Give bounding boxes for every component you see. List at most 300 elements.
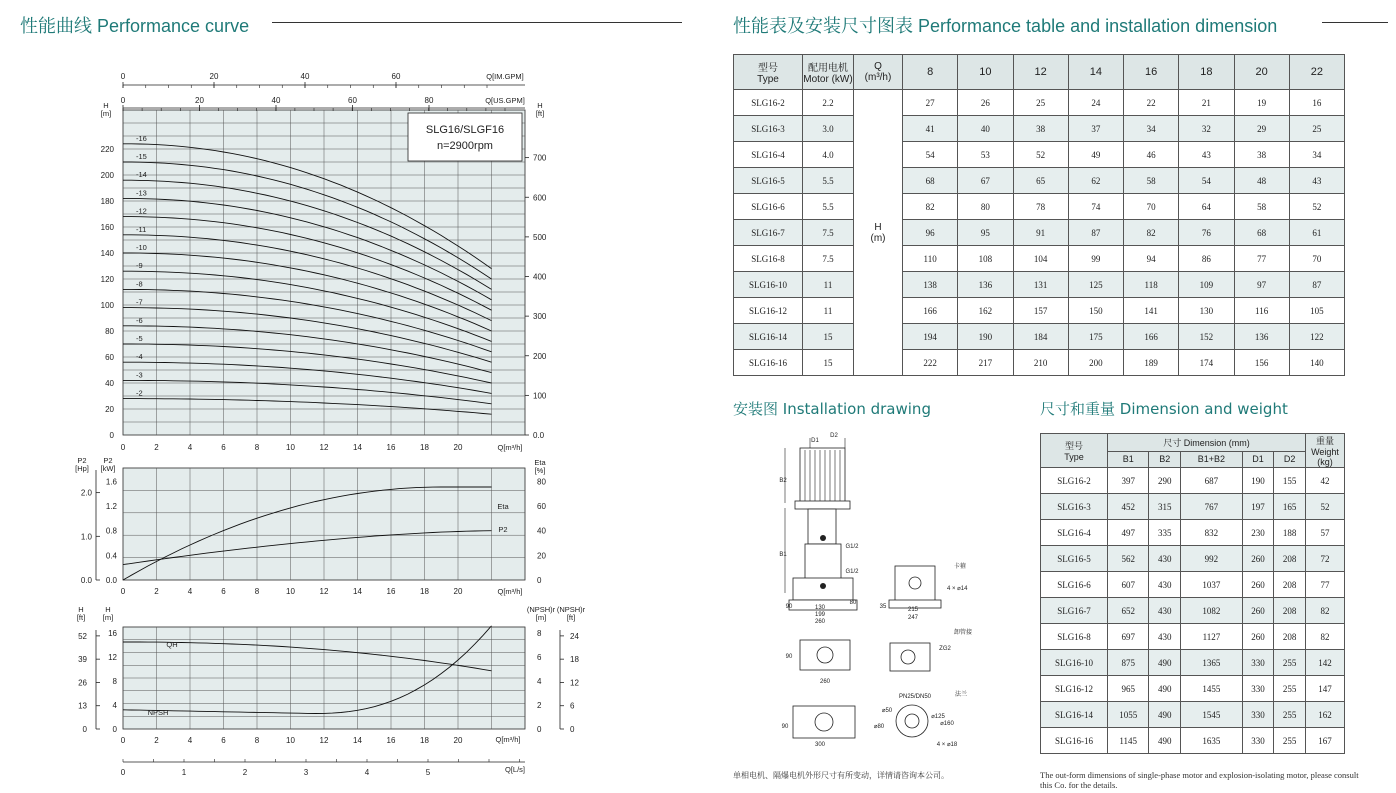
dim-label: 90	[785, 654, 793, 660]
cell-head: 70	[1124, 194, 1179, 220]
tick-label: 60	[348, 96, 357, 105]
perf-head-flow: 18	[1179, 55, 1234, 90]
tick-label: 60	[391, 72, 401, 81]
cell-value: 875	[1108, 650, 1149, 676]
dim-label: 199	[814, 612, 826, 618]
cell-value: 167	[1306, 728, 1345, 754]
cell-model: SLG16-5	[734, 168, 803, 194]
dim-title: 尺寸和重量 Dimension and weight	[1040, 400, 1288, 418]
x-tick-label: 16	[386, 587, 396, 596]
cell-head: 122	[1289, 324, 1344, 350]
dim-table-header-1	[1041, 434, 1345, 452]
ls-tick-label: 1	[181, 768, 187, 777]
cell-head: 68	[903, 168, 958, 194]
cell-head: 67	[958, 168, 1013, 194]
cell-model: SLG16-2	[734, 90, 803, 116]
tag-label: 法兰	[954, 692, 968, 698]
unit-label-line: H	[105, 605, 111, 614]
cell-model: SLG16-4	[1041, 520, 1108, 546]
cell-head: 40	[958, 116, 1013, 142]
cell-head: 157	[1013, 298, 1068, 324]
tick-label: 20	[195, 96, 204, 105]
x-tick-label: 20	[453, 587, 463, 596]
cell-value: 1055	[1108, 702, 1149, 728]
dim-label: ZG2	[939, 646, 951, 652]
cell-model: SLG16-10	[1041, 650, 1108, 676]
left-title-cn: 性能曲线	[20, 16, 92, 37]
unit-label-line: (NPSH)r	[556, 605, 586, 614]
cell-motor: 11	[803, 298, 854, 324]
table-row	[734, 194, 1345, 220]
y-tick-label: 180	[100, 197, 114, 206]
x-tick-label: 2	[154, 443, 159, 452]
tick-label: 0	[120, 96, 126, 105]
cell-head: 70	[1289, 246, 1344, 272]
cell-head: 21	[1179, 90, 1234, 116]
x-axis-title: Q[m³/h]	[495, 735, 521, 744]
cell-model: SLG16-16	[1041, 728, 1108, 754]
cell-value: 260	[1242, 598, 1274, 624]
axis-title: Q[US.GPM]	[485, 96, 525, 105]
table-row	[1041, 728, 1345, 754]
dim-head-col: D2	[1274, 451, 1306, 467]
h-m-tick-label: 12	[108, 653, 117, 662]
h-ft-tick-label: 52	[78, 631, 87, 641]
cell-motor: 11	[803, 272, 854, 298]
cell-value: 290	[1149, 468, 1181, 494]
x-tick-label: 10	[286, 587, 295, 596]
npsh-m-tick-label: 0	[537, 725, 542, 734]
install-title: 安装图 Installation drawing	[733, 400, 931, 418]
cell-model: SLG16-14	[734, 324, 803, 350]
eta-tick-label: 60	[537, 502, 546, 512]
cell-head: 68	[1234, 220, 1289, 246]
cell-value: 1545	[1181, 702, 1243, 728]
cell-value: 260	[1242, 624, 1274, 650]
cell-value: 82	[1306, 624, 1345, 650]
y-tick-label-ft: 300	[533, 312, 547, 322]
cell-head: 32	[1179, 116, 1234, 142]
cell-head: 87	[1289, 272, 1344, 298]
x-tick-label: 8	[254, 443, 260, 452]
table-row	[734, 220, 1345, 246]
cell-head: 150	[1068, 298, 1123, 324]
cell-head: 104	[1013, 246, 1068, 272]
y-tick-label: 160	[100, 223, 114, 232]
cell-head: 194	[903, 324, 958, 350]
curve-label: -11	[136, 224, 147, 234]
cell-motor: 4.0	[803, 142, 854, 168]
cell-head: 118	[1124, 272, 1179, 298]
side-view	[895, 566, 935, 601]
unit-label-line: P2	[103, 456, 113, 465]
cell-head: 22	[1124, 90, 1179, 116]
cell-head: 80	[958, 194, 1013, 220]
eta-unit	[534, 458, 546, 475]
dim-label: 35	[879, 604, 887, 610]
right-title	[733, 12, 1277, 38]
cell-head: 25	[1289, 116, 1344, 142]
y-tick-label: 20	[105, 405, 114, 414]
cell-head: 54	[1179, 168, 1234, 194]
cell-head: 130	[1179, 298, 1234, 324]
cell-head: 108	[958, 246, 1013, 272]
cell-head: 166	[903, 298, 958, 324]
unit-label-line: [m]	[102, 613, 114, 622]
cell-value: 208	[1274, 546, 1306, 572]
cell-value: 335	[1149, 520, 1181, 546]
cell-head: 61	[1289, 220, 1344, 246]
cell-value: 330	[1242, 676, 1274, 702]
y-tick-label: 140	[100, 249, 114, 258]
unit-label-line: P2	[77, 456, 87, 465]
cell-model: SLG16-7	[1041, 598, 1108, 624]
cell-motor: 7.5	[803, 220, 854, 246]
installation-drawing	[775, 428, 1035, 758]
dim-label: 4 × ⌀14	[947, 586, 968, 592]
cell-model: SLG16-6	[734, 194, 803, 220]
cell-head: 162	[958, 298, 1013, 324]
eta-label: Eta	[497, 502, 509, 511]
install-note: 单相电机、隔爆电机外形尺寸有所变动，详情请咨询本公司。	[733, 771, 949, 780]
cell-value: 260	[1242, 546, 1274, 572]
dim-label: 4 × ⌀18	[936, 742, 958, 748]
perf-head-flow: 12	[1013, 55, 1068, 90]
cell-head: 58	[1234, 194, 1289, 220]
dim-head-weight: 重量 Weight (kg)	[1306, 434, 1345, 468]
x-axis-title: Q[m³/h]	[497, 443, 523, 452]
dim-head-col: B1+B2	[1181, 451, 1243, 467]
dim-label-d2: D2	[830, 433, 838, 439]
cell-head: 64	[1179, 194, 1234, 220]
dim-head-col: B2	[1149, 451, 1181, 467]
cell-head: 175	[1068, 324, 1123, 350]
h-m-tick-label: 0	[112, 725, 117, 734]
dim-label: 215	[907, 607, 919, 613]
cell-head: 78	[1013, 194, 1068, 220]
cell-value: 1455	[1181, 676, 1243, 702]
unit-label-line: [ft]	[566, 613, 576, 622]
cell-value: 330	[1242, 650, 1274, 676]
x-tick-label: 18	[420, 736, 429, 745]
cell-value: 430	[1149, 598, 1181, 624]
perf-head-flow: 8	[903, 55, 958, 90]
unit-label-line: [ft]	[76, 613, 86, 622]
p2-label: P2	[498, 525, 508, 534]
cell-head: 184	[1013, 324, 1068, 350]
table-row	[1041, 598, 1345, 624]
cell-value: 490	[1149, 702, 1181, 728]
p2kw-unit	[101, 456, 116, 473]
cell-model: SLG16-14	[1041, 702, 1108, 728]
cell-head: 97	[1234, 272, 1289, 298]
x-tick-label: 10	[286, 443, 295, 452]
y-tick-label: 100	[100, 301, 114, 310]
table-row	[1041, 494, 1345, 520]
cell-value: 1365	[1181, 650, 1243, 676]
curve-label: -10	[136, 243, 147, 252]
cell-head: 27	[903, 90, 958, 116]
cell-value: 208	[1274, 598, 1306, 624]
cell-head: 109	[1179, 272, 1234, 298]
x-tick-label: 14	[353, 587, 362, 596]
cell-model: SLG16-12	[734, 298, 803, 324]
y-tick-label-ft: 500	[533, 232, 547, 242]
cell-head: 152	[1179, 324, 1234, 350]
axis-title: Q[IM.GPM]	[486, 72, 524, 81]
x-tick-label: 10	[286, 736, 295, 745]
table-row	[734, 350, 1345, 376]
kw-tick-label: 0.0	[105, 576, 117, 585]
cell-head: 52	[1289, 194, 1344, 220]
cell-motor: 5.5	[803, 168, 854, 194]
cell-head: 37	[1068, 116, 1123, 142]
motor-flange	[795, 501, 850, 509]
left-unit	[101, 101, 111, 118]
cell-head: 140	[1289, 350, 1344, 376]
cell-head: 19	[1234, 90, 1289, 116]
cell-value: 255	[1274, 676, 1306, 702]
cell-head: 222	[903, 350, 958, 376]
dim-label: ⌀50	[881, 708, 893, 714]
h-m-tick-label: 8	[112, 677, 117, 686]
dim-head-model: 型号 Type	[1041, 434, 1108, 468]
cell-head: 136	[1234, 324, 1289, 350]
port-dot	[820, 535, 826, 541]
cell-value: 497	[1108, 520, 1149, 546]
cell-head: 189	[1124, 350, 1179, 376]
unit-label-line: [ft]	[535, 109, 545, 118]
table-row	[734, 246, 1345, 272]
cell-head: 52	[1013, 142, 1068, 168]
x-tick-label: 4	[187, 443, 193, 452]
cell-head: 43	[1289, 168, 1344, 194]
cell-head: 65	[1013, 168, 1068, 194]
flange-view	[896, 705, 928, 737]
cell-value: 430	[1149, 624, 1181, 650]
x-tick-label: 0	[120, 587, 126, 596]
cell-head: 156	[1234, 350, 1289, 376]
h-m-unit	[103, 605, 113, 622]
curve-label: -8	[136, 279, 143, 289]
cell-model: SLG16-8	[734, 246, 803, 272]
cell-value: 197	[1242, 494, 1274, 520]
cell-head: 95	[958, 220, 1013, 246]
dim-label: ⌀160	[940, 721, 954, 727]
cell-head: 82	[1124, 220, 1179, 246]
x-tick-label: 14	[353, 443, 362, 452]
right-title-rule	[1322, 22, 1388, 23]
kw-tick-label: 1.6	[105, 477, 117, 487]
cell-head: 86	[1179, 246, 1234, 272]
performance-table	[733, 54, 1345, 376]
cell-value: 607	[1108, 572, 1149, 598]
dim-label: ⌀80	[873, 724, 885, 730]
cell-value: 82	[1306, 598, 1345, 624]
table-row	[734, 272, 1345, 298]
y-tick-label-ft: 100	[533, 391, 547, 401]
cell-head: 53	[958, 142, 1013, 168]
x-tick-label: 20	[453, 736, 463, 745]
cell-value: 188	[1274, 520, 1306, 546]
perf-head-flow: 22	[1289, 55, 1344, 90]
curve-label: -3	[136, 370, 143, 380]
x-tick-label: 16	[386, 443, 396, 452]
x-tick-label: 12	[319, 443, 329, 452]
right-title-en: Performance table and installation dimension	[918, 16, 1278, 36]
dim-head-col: B1	[1108, 451, 1149, 467]
dim-label: PN25/DN50	[898, 694, 932, 700]
cell-value: 452	[1108, 494, 1149, 520]
y-tick-label-ft: 600	[533, 193, 547, 203]
cell-value: 397	[1108, 468, 1149, 494]
cell-model: SLG16-4	[734, 142, 803, 168]
cell-model: SLG16-12	[1041, 676, 1108, 702]
cell-head: 25	[1013, 90, 1068, 116]
dim-label: 130	[814, 605, 826, 611]
kw-tick-label: 0.8	[105, 526, 117, 536]
kw-tick-label: 1.2	[105, 502, 117, 512]
perf-head-flow: 10	[958, 55, 1013, 90]
cell-value: 255	[1274, 728, 1306, 754]
cell-head: 48	[1234, 168, 1289, 194]
cell-head: 131	[1013, 272, 1068, 298]
table-row	[734, 324, 1345, 350]
cell-value: 165	[1274, 494, 1306, 520]
dim-label-g12a: G1/2	[845, 544, 859, 550]
y-tick-label: 200	[100, 171, 114, 180]
cell-head: 26	[958, 90, 1013, 116]
cell-model: SLG16-3	[734, 116, 803, 142]
x-tick-label: 20	[453, 443, 463, 452]
x-tick-label: 14	[353, 736, 362, 745]
unit-label-line: Eta	[534, 458, 546, 467]
cell-head: 82	[903, 194, 958, 220]
h-ft-tick-label: 13	[78, 701, 87, 711]
cell-head: 87	[1068, 220, 1123, 246]
cell-value: 490	[1149, 728, 1181, 754]
ls-tick-label: 5	[425, 768, 431, 777]
kw-tick-label: 0.4	[105, 551, 117, 561]
tick-label: 40	[271, 96, 281, 105]
curve-label: -14	[136, 170, 147, 180]
hp-tick-label: 0.0	[80, 576, 92, 585]
y-tick-label-ft: 400	[533, 272, 547, 282]
cell-value: 1127	[1181, 624, 1243, 650]
cell-value: 430	[1149, 546, 1181, 572]
curve-label: -16	[136, 133, 147, 143]
tick-label: 80	[424, 96, 434, 105]
dim-label: 300	[814, 742, 826, 748]
cell-model: SLG16-10	[734, 272, 803, 298]
dim-head-dims: 尺寸 Dimension (mm)	[1108, 434, 1306, 452]
unit-label-line: H	[78, 605, 84, 614]
cell-head: 210	[1013, 350, 1068, 376]
table-row	[1041, 520, 1345, 546]
unit-label-line: [Hp]	[75, 464, 89, 473]
tick-label: 20	[209, 72, 219, 81]
cell-head: 105	[1289, 298, 1344, 324]
npsh-ft-tick-label: 6	[570, 701, 575, 711]
curve-label: -6	[136, 315, 143, 325]
y-tick-label: 60	[105, 353, 114, 362]
dim-note: The out-form dimensions of single-phase motor and explosion-isolating motor, please consult this Co. for the details.	[1040, 770, 1359, 790]
cell-value: 230	[1242, 520, 1274, 546]
cell-head: 200	[1068, 350, 1123, 376]
cell-head: 46	[1124, 142, 1179, 168]
cell-model: SLG16-3	[1041, 494, 1108, 520]
cell-value: 1037	[1181, 572, 1243, 598]
table-row	[734, 142, 1345, 168]
dim-label-d1: D1	[811, 438, 819, 444]
cell-head: 138	[903, 272, 958, 298]
ls-tick-label: 0	[120, 768, 126, 777]
cell-motor: 15	[803, 324, 854, 350]
unit-label-line: H	[537, 101, 543, 110]
cell-value: 52	[1306, 494, 1345, 520]
h-ft-tick-label: 39	[78, 655, 87, 665]
dim-label-b1: B1	[779, 552, 787, 558]
table-row	[1041, 572, 1345, 598]
h-ft-tick-label: 0	[82, 725, 87, 734]
curve-label: -13	[136, 188, 147, 198]
npsh-m-tick-label: 4	[537, 677, 542, 686]
cell-value: 1635	[1181, 728, 1243, 754]
h-m-tick-label: 16	[108, 629, 117, 638]
cell-head: 34	[1289, 142, 1344, 168]
y-tick-label: 120	[100, 275, 114, 284]
cell-head: 94	[1124, 246, 1179, 272]
x-tick-label: 6	[221, 587, 226, 596]
table-row	[1041, 676, 1345, 702]
x-tick-label: 0	[120, 443, 126, 452]
cell-value: 697	[1108, 624, 1149, 650]
table-row	[734, 90, 1345, 116]
cell-head: 41	[903, 116, 958, 142]
cell-value: 1082	[1181, 598, 1243, 624]
cell-model: SLG16-5	[1041, 546, 1108, 572]
cell-head: 166	[1124, 324, 1179, 350]
x-tick-label: 2	[154, 736, 159, 745]
cell-value: 208	[1274, 624, 1306, 650]
x-tick-label: 0	[120, 736, 126, 745]
table-row	[1041, 468, 1345, 494]
cell-value: 42	[1306, 468, 1345, 494]
x-tick-label: 16	[386, 736, 396, 745]
dim-label: 247	[907, 615, 919, 621]
cell-value: 208	[1274, 572, 1306, 598]
npsh-ft-tick-label: 0	[570, 725, 575, 734]
dim-label: 90	[781, 724, 789, 730]
curve-label: -4	[136, 352, 143, 362]
npsh-m-tick-label: 2	[537, 701, 542, 710]
y-tick-label: 220	[100, 145, 114, 154]
cell-value: 190	[1242, 468, 1274, 494]
cell-head: 43	[1179, 142, 1234, 168]
cell-value: 57	[1306, 520, 1345, 546]
cell-model: SLG16-8	[1041, 624, 1108, 650]
cell-value: 72	[1306, 546, 1345, 572]
x-tick-label: 18	[420, 587, 429, 596]
cell-head: 24	[1068, 90, 1123, 116]
unit-label-line: [m]	[100, 109, 112, 118]
y-tick-label: 80	[105, 327, 114, 336]
cell-value: 330	[1242, 702, 1274, 728]
cell-value: 330	[1242, 728, 1274, 754]
cell-head: 38	[1013, 116, 1068, 142]
eta-tick-label: 0	[537, 576, 542, 585]
tag-label: 卸管接	[953, 630, 973, 636]
